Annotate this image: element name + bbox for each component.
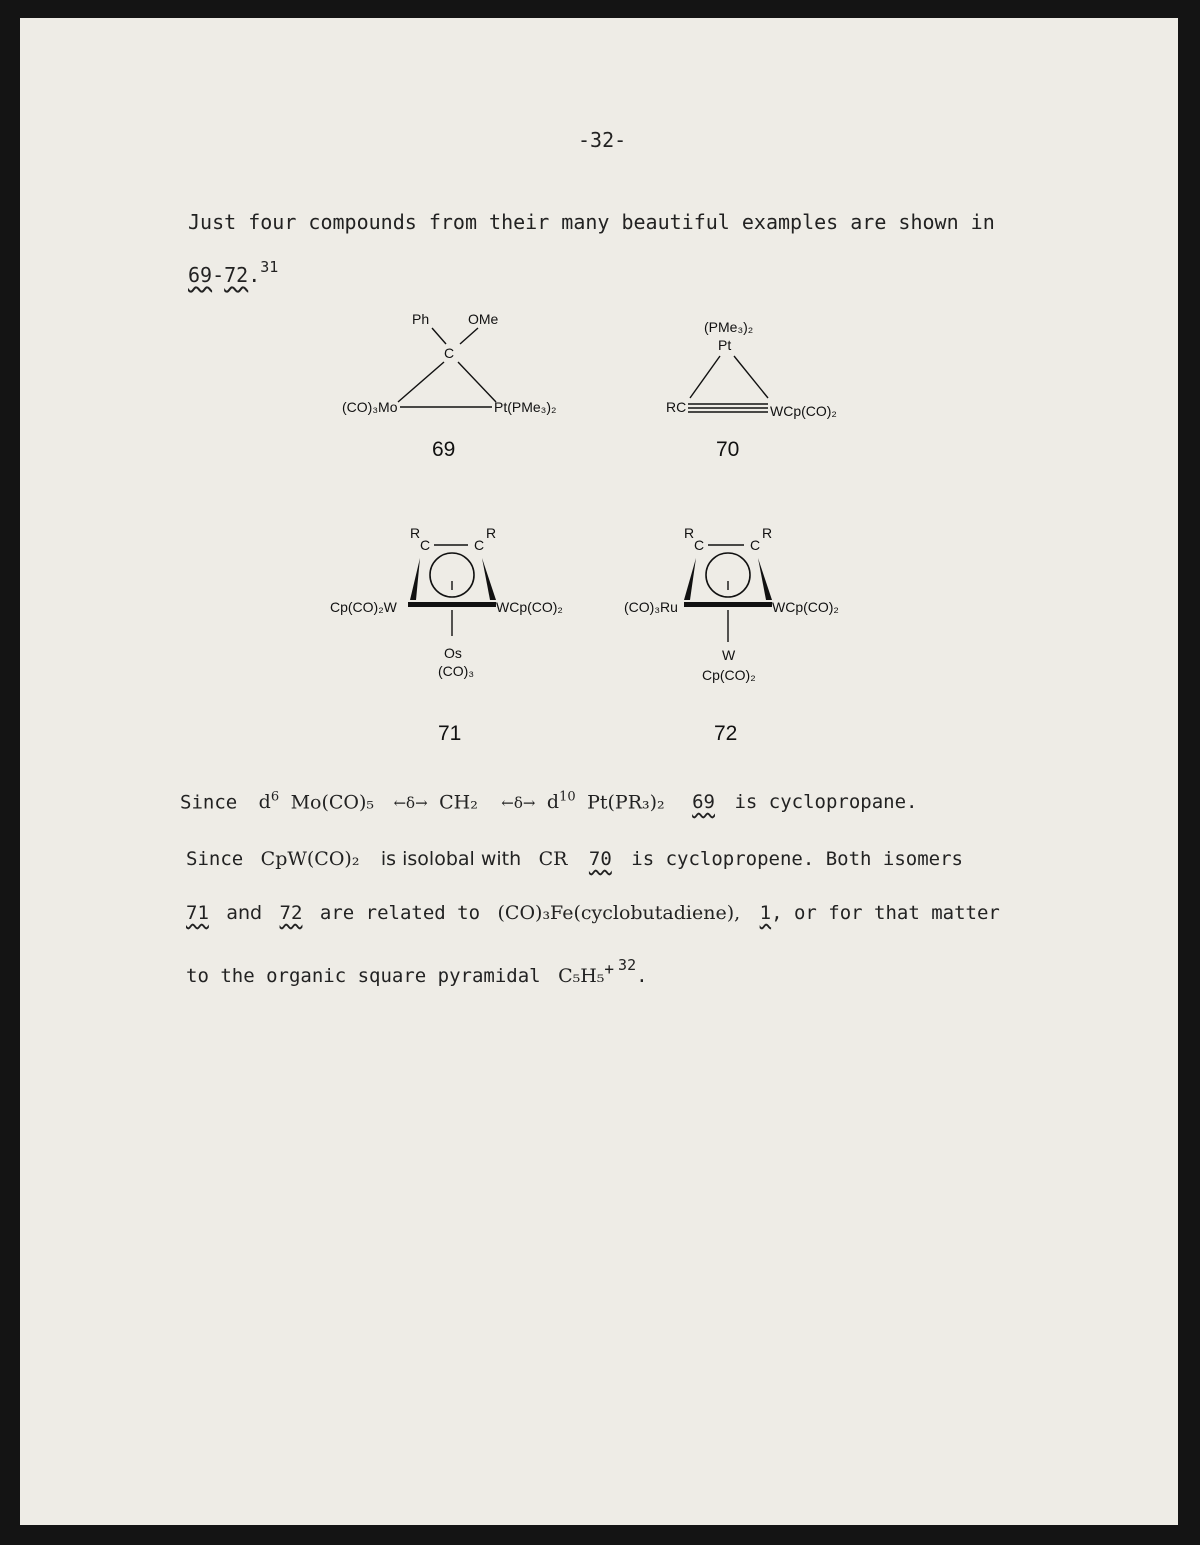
s69-ome: OMe <box>468 311 499 327</box>
s72-r2: R <box>762 525 773 541</box>
l3-fe: (CO)₃Fe(cyclobutadiene), <box>497 902 741 924</box>
l1-arrow-1: ←δ→ <box>393 794 428 813</box>
s69-pt: Pt(PMe₃)₂ <box>494 399 557 415</box>
s70-w: WCp(CO)₂ <box>770 403 837 419</box>
ref-72: 72 <box>224 263 249 287</box>
para-line-3 <box>186 902 1000 924</box>
l4-charge: + <box>604 959 615 979</box>
l2-cpw: CpW(CO)₂ <box>260 848 360 870</box>
s70-bond-pt-c <box>690 356 720 398</box>
s72-r1: R <box>684 525 695 541</box>
l3-ref-72: 72 <box>279 902 303 924</box>
para-line-2 <box>186 848 963 870</box>
l1-d-sup: 6 <box>270 790 280 805</box>
s71-number: 71 <box>438 722 462 745</box>
l1-arrow-2: ←δ→ <box>501 794 536 813</box>
l3-tail: , or for that matter <box>771 902 1000 924</box>
s71-bond-ww <box>408 602 496 607</box>
s72-bond-ru-w <box>684 602 772 607</box>
s71-wedge-right <box>482 558 496 600</box>
s72-ring <box>706 553 750 597</box>
s72-w-bottom: W <box>722 647 736 663</box>
s69-bond-ome <box>460 328 478 344</box>
para-line-1 <box>180 790 917 813</box>
s72-wedge-right <box>758 558 772 600</box>
l1-d2-sup: 10 <box>559 790 576 805</box>
l1-ref-69: 69 <box>692 791 715 814</box>
l2-tail: is cyclopropene. Both isomers <box>631 848 963 870</box>
s71-c2: C <box>474 537 485 553</box>
l2-cr: CR <box>538 848 568 870</box>
s72-c1: C <box>694 537 705 553</box>
l3-ref-71: 71 <box>186 902 209 924</box>
l1-ch: CH₂ <box>439 791 478 814</box>
structure-72 <box>624 525 839 745</box>
s69-bond-c-mo <box>398 362 444 402</box>
s69-bond-c-pt <box>458 362 496 402</box>
s69-ph: Ph <box>412 311 430 327</box>
l4-text: to the organic square pyramidal <box>186 965 541 987</box>
dash: - <box>212 263 225 287</box>
para-line-4 <box>186 956 648 987</box>
s70-number: 70 <box>716 438 740 461</box>
l2-mid: is isolobal with <box>380 848 522 870</box>
s72-cp-co: Cp(CO)₂ <box>702 667 756 683</box>
l1-d6 <box>259 791 279 813</box>
l4-period: . <box>636 965 648 987</box>
s72-w-right: WCp(CO)₂ <box>772 599 839 615</box>
document-page <box>20 18 1178 1525</box>
s71-os: Os <box>444 645 462 661</box>
l2-since: Since <box>186 848 244 870</box>
l1-tail: is cyclopropane. <box>734 791 918 814</box>
citation-31: 31 <box>260 258 279 276</box>
s69-carbon: C <box>444 345 455 361</box>
l1-d10 <box>547 791 576 813</box>
l4-cite: 32 <box>618 956 637 974</box>
l3-and: and <box>226 902 263 924</box>
l2-ref-70: 70 <box>588 848 612 870</box>
s70-bond-pt-w <box>734 356 768 398</box>
s72-c2: C <box>750 537 761 553</box>
l3-mid: are related to <box>319 902 481 924</box>
structure-71 <box>330 525 563 745</box>
s71-wedge-left <box>410 558 420 600</box>
s71-w-left: Cp(CO)₂W <box>330 599 397 615</box>
l1-since: Since <box>180 791 238 814</box>
s71-w-right: WCp(CO)₂ <box>496 599 563 615</box>
s70-pt: Pt <box>718 337 732 353</box>
s69-bond-ph <box>432 328 446 344</box>
structure-70 <box>666 319 837 461</box>
s72-ru: (CO)₃Ru <box>624 599 678 615</box>
intro-line-1: Just four compounds from their many beautiful examples are shown in <box>188 210 995 234</box>
s70-rc: RC <box>666 399 687 415</box>
s71-os-co: (CO)₃ <box>438 663 475 679</box>
l3-ref-1: 1 <box>759 902 772 924</box>
s71-c1: C <box>420 537 431 553</box>
structure-69 <box>342 311 556 461</box>
s72-number: 72 <box>714 722 738 745</box>
s69-number: 69 <box>432 438 456 461</box>
l1-pt: Pt(PR₃)₂ <box>587 791 665 814</box>
l1-d2: d <box>546 791 560 814</box>
structures-figure <box>20 18 1178 778</box>
s71-ring <box>430 553 474 597</box>
l1-d: d <box>258 791 271 814</box>
s70-pme3: (PMe₃)₂ <box>704 319 754 335</box>
ref-69: 69 <box>188 263 213 287</box>
l1-mo: Mo(CO)₅ <box>290 791 375 814</box>
period: . <box>248 263 261 287</box>
l4-formula: C₅H₅ <box>558 965 605 987</box>
s71-r1: R <box>410 525 421 541</box>
page-number: -32- <box>578 128 627 152</box>
s72-wedge-left <box>684 558 696 600</box>
s71-r2: R <box>486 525 497 541</box>
s69-mo: (CO)₃Mo <box>342 399 398 415</box>
